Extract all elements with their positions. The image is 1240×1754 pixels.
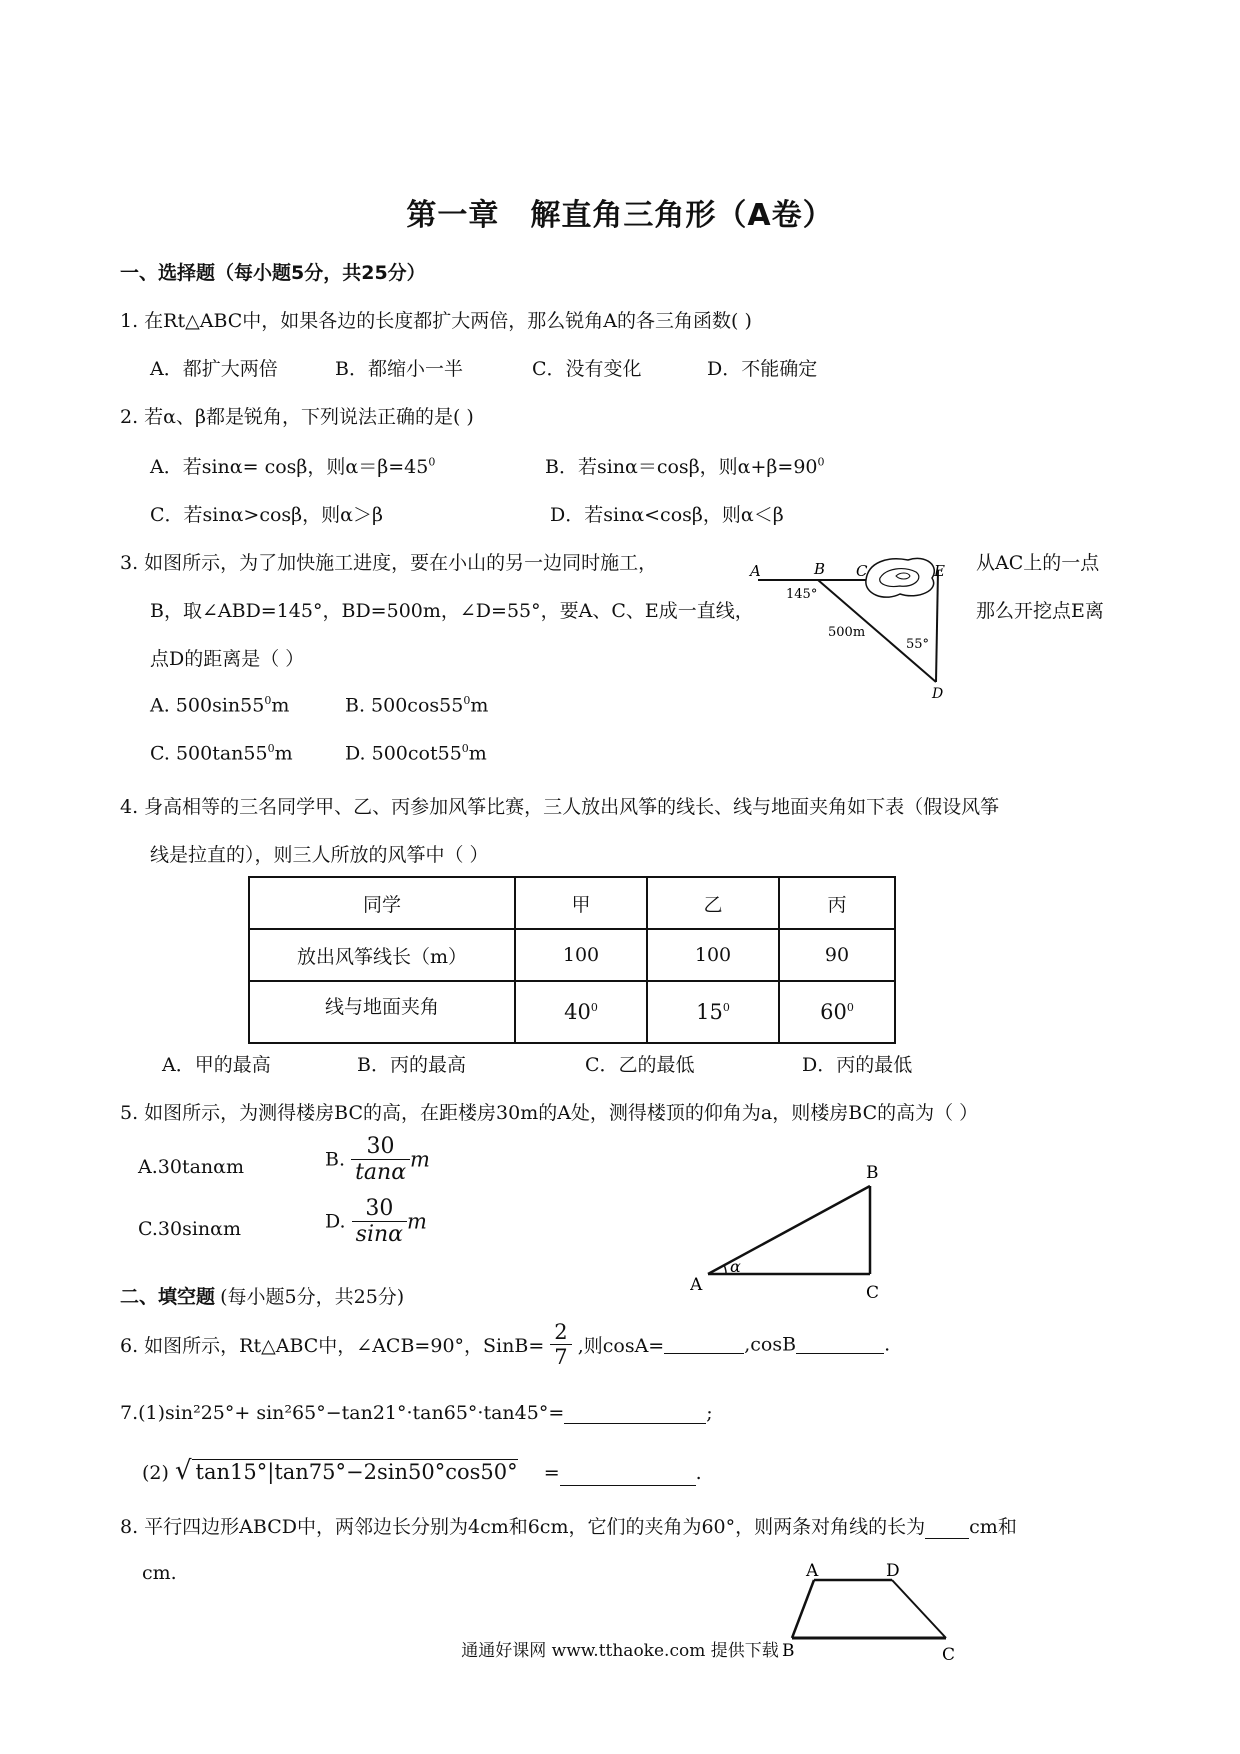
q6-line: 6. 如图所示，Rt△ABC中，∠ACB=90°，SinB= $\frac{2}{7}$ ,则cosA= ,cosB . bbox=[120, 1320, 891, 1369]
label-d: D bbox=[932, 686, 944, 700]
q4-option-c: C．乙的最低 bbox=[585, 1054, 695, 1076]
page-title: 第一章 解直角三角形（A卷） bbox=[406, 198, 834, 233]
q3-option-b: B. $500\cos 55^0m$ bbox=[345, 694, 489, 717]
q5-stem: 5. 如图所示，为测得楼房BC的高，在距楼房30m的A处，测得楼顶的仰角为a，则楼房BC的高为（ ） bbox=[120, 1102, 979, 1124]
mountain-peak bbox=[896, 573, 910, 579]
table-cell: $40^0$ bbox=[515, 981, 647, 1043]
label-b: B bbox=[782, 1641, 795, 1661]
line-dc bbox=[892, 1580, 946, 1638]
label-a: A bbox=[750, 562, 761, 580]
table-cell: 线与地面夹角 bbox=[249, 981, 515, 1043]
table-header-cell: 甲 bbox=[515, 877, 647, 929]
section2-heading-note: (每小题5分，共25分) bbox=[220, 1286, 405, 1308]
label-c: C bbox=[942, 1645, 956, 1665]
mountain-outline bbox=[866, 558, 934, 597]
q4-option-a: A．甲的最高 bbox=[162, 1054, 271, 1076]
q3-option-a: A. $500\sin 55^0m$ bbox=[150, 694, 290, 717]
table-cell: $60^0$ bbox=[779, 981, 895, 1043]
table-header-row bbox=[249, 877, 895, 929]
q5-option-d: D. $\frac{30}{\sin\alpha}$ m bbox=[325, 1196, 427, 1247]
length-500m: 500m bbox=[828, 625, 866, 640]
table-header-cell: 乙 bbox=[647, 877, 779, 929]
table-row bbox=[249, 929, 895, 981]
q4-option-b: B．丙的最高 bbox=[357, 1054, 466, 1076]
q4-stem-line2: 线是拉直的），则三人所放的风筝中（ ） bbox=[150, 844, 489, 866]
q7-radical: tan15°|tan75°−2sin50°cos50° bbox=[192, 1459, 518, 1484]
q3-line2-right: 那么开挖点E离 bbox=[976, 600, 1104, 622]
label-alpha: α bbox=[730, 1257, 741, 1276]
q5-option-b: B. $\frac{30}{\tan\alpha}$ m bbox=[325, 1134, 430, 1185]
q7-blank-2 bbox=[560, 1467, 696, 1486]
table-header-cell: 同学 bbox=[249, 877, 515, 929]
angle-arc bbox=[724, 1265, 726, 1274]
q4-stem-line1: 4. 身高相等的三名同学甲、乙、丙参加风筝比赛，三人放出风筝的线长、线与地面夹角如下表（假设风筝 bbox=[120, 796, 1000, 818]
label-a: A bbox=[690, 1275, 703, 1295]
q3-line1-right: 从AC上的一点 bbox=[976, 552, 1100, 574]
table-row bbox=[249, 981, 895, 1043]
q1-option-c: C．没有变化 bbox=[532, 358, 642, 380]
table-cell: 100 bbox=[515, 929, 647, 981]
mountain-contour bbox=[880, 569, 919, 587]
label-a: A bbox=[806, 1561, 819, 1581]
q2-stem: 2. 若α、β都是锐角，下列说法正确的是( ) bbox=[120, 406, 474, 428]
q6-blank-cosb bbox=[796, 1335, 884, 1354]
q1-option-a: A．都扩大两倍 bbox=[150, 358, 278, 380]
label-d: D bbox=[886, 1561, 900, 1581]
q5-figure bbox=[690, 1160, 900, 1300]
section1-heading: 一、选择题（每小题5分，共25分） bbox=[120, 262, 426, 284]
angle-145: 145° bbox=[786, 587, 818, 602]
label-b: B bbox=[814, 560, 826, 578]
q8-line1: 8. 平行四边形ABCD中，两邻边长分别为4cm和6cm，它们的夹角为60°，则两条对角线的长为 cm和 bbox=[120, 1516, 1017, 1538]
section2-heading: 二、填空题 bbox=[120, 1286, 216, 1308]
q3-option-d: D. $500\cot 55^0m$ bbox=[345, 742, 487, 765]
q5-option-a: A.30tanαm bbox=[138, 1156, 244, 1178]
line-ab bbox=[792, 1580, 814, 1638]
q6-fraction: $\frac{2}{7}$ bbox=[550, 1320, 571, 1369]
q5-option-c: C.30sinαm bbox=[138, 1218, 241, 1240]
q3-figure bbox=[748, 550, 948, 700]
line-de bbox=[936, 570, 938, 682]
q3-line1-left: 3. 如图所示，为了加快施工进度，要在小山的另一边同时施工， bbox=[120, 552, 658, 574]
table-cell: 放出风筝线长（m） bbox=[249, 929, 515, 981]
footer-credit: 通通好课网 www.tthaoke.com 提供下载 bbox=[461, 1641, 779, 1661]
q7-blank-1 bbox=[564, 1405, 706, 1424]
q3-option-c: C. $500\tan 55^0m$ bbox=[150, 742, 293, 765]
table-cell: $15^0$ bbox=[647, 981, 779, 1043]
table-cell: 90 bbox=[779, 929, 895, 981]
q4-option-d: D．丙的最低 bbox=[802, 1054, 913, 1076]
q7-part1: 7.(1)sin²25°+ sin²65°−tan21°·tan65°·tan45°= ; bbox=[120, 1402, 713, 1424]
q2-option-b: B．若sinα＝cosβ，则$\alpha+\beta=90^0$ bbox=[545, 455, 825, 478]
q5-option-b-fraction: $\frac{30}{\tan\alpha}$ bbox=[351, 1134, 410, 1185]
label-c: C bbox=[866, 1283, 880, 1300]
label-e: E bbox=[934, 562, 945, 580]
q3-line2-left: B，取∠ABD=145°，BD=500m，∠D=55°，要A、C、E成一直线， bbox=[150, 600, 754, 622]
q8-blank-1 bbox=[925, 1520, 969, 1539]
q7-part2: (2) √ tan15°|tan75°−2sin50°cos50° = . bbox=[142, 1456, 702, 1486]
q5-option-d-fraction: $\frac{30}{\sin\alpha}$ bbox=[352, 1196, 407, 1247]
q3-line3: 点D的距离是（ ） bbox=[150, 648, 305, 670]
q8-line2: cm. bbox=[142, 1562, 177, 1584]
q2-option-a: A．若sinα= cosβ，则$\alpha=\beta=45^0$ bbox=[150, 455, 436, 478]
table-header-cell: 丙 bbox=[779, 877, 895, 929]
q2-option-d: D．若sinα<cosβ，则α＜β bbox=[550, 504, 784, 526]
q6-blank-cosa bbox=[664, 1335, 744, 1354]
label-c: C bbox=[856, 562, 868, 580]
label-b: B bbox=[866, 1163, 879, 1183]
q1-option-d: D．不能确定 bbox=[707, 358, 818, 380]
q2-option-c: C．若sinα>cosβ，则α＞β bbox=[150, 504, 383, 526]
q1-stem: 1. 在Rt△ABC中，如果各边的长度都扩大两倍，那么锐角A的各三角函数( ) bbox=[120, 310, 752, 332]
angle-55: 55° bbox=[906, 637, 930, 652]
q1-option-b: B．都缩小一半 bbox=[335, 358, 463, 380]
section2-heading-line bbox=[120, 1282, 404, 1309]
kite-table bbox=[248, 876, 896, 1044]
table-cell: 100 bbox=[647, 929, 779, 981]
